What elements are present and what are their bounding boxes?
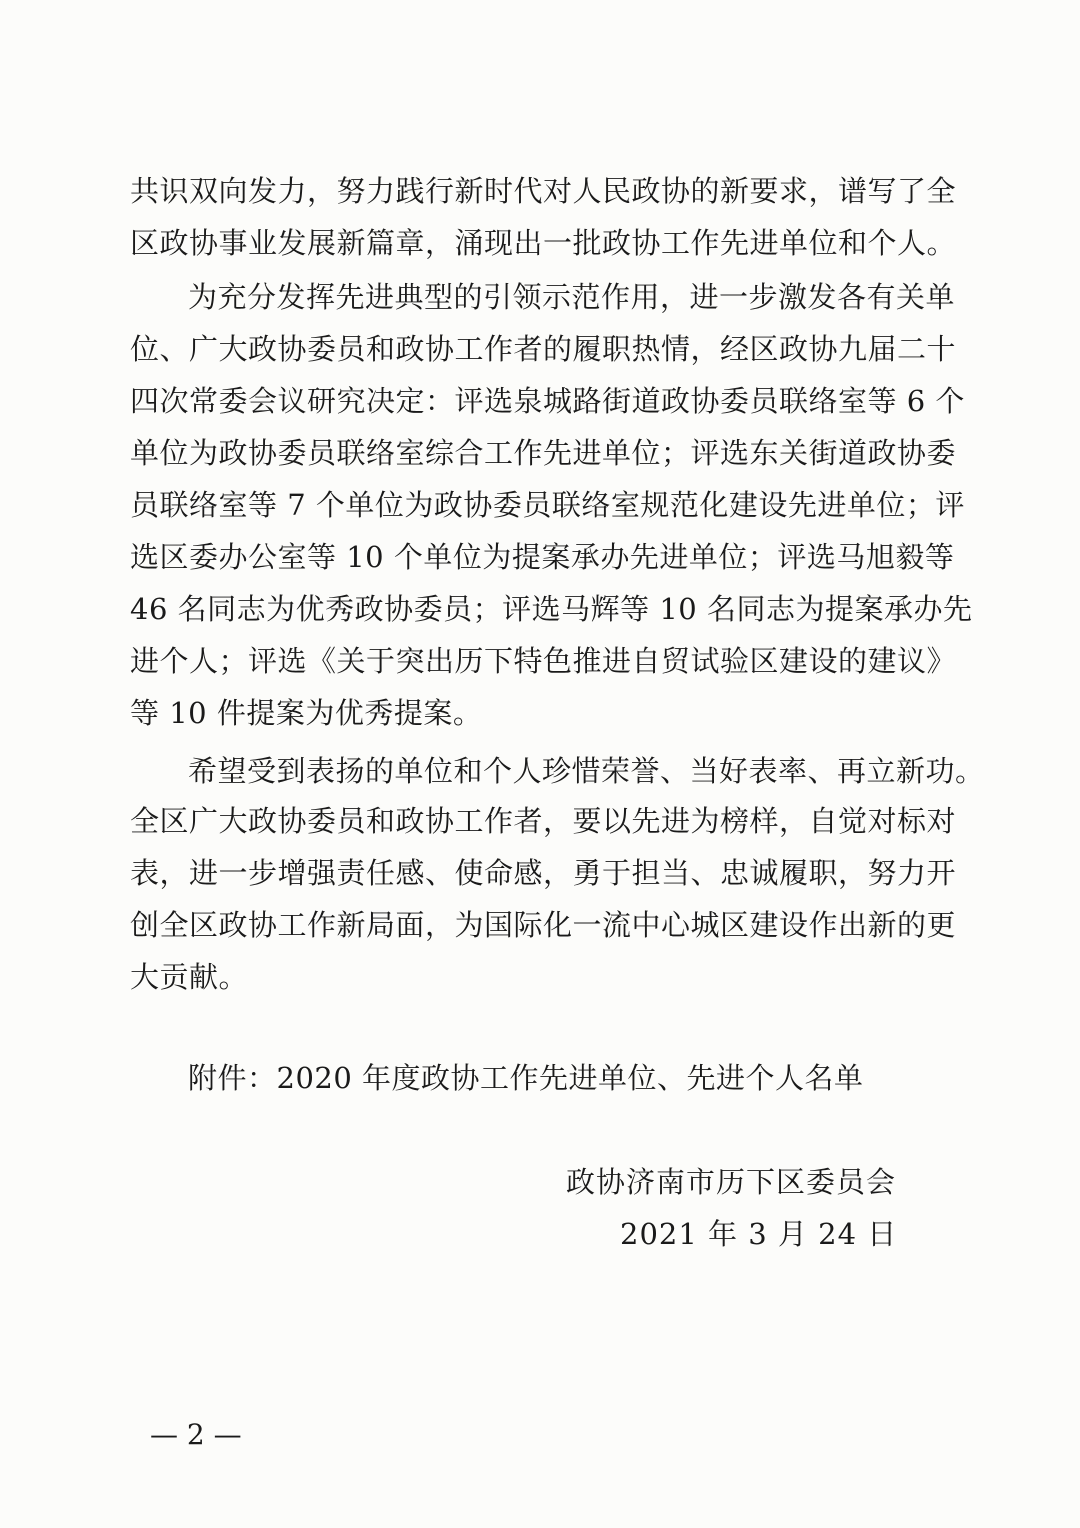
paragraph-3-line-2: 全区广大政协委员和政协工作者，要以先进为榜样，自觉对标对	[130, 804, 957, 838]
paragraph-1-line-2: 区政协事业发展新篇章，涌现出一批政协工作先进单位和个人。	[130, 226, 957, 260]
paragraph-3-line-5: 大贡献。	[130, 960, 249, 994]
paragraph-3-line-3: 表，进一步增强责任感、使命感，勇于担当、忠诚履职，努力开	[130, 856, 957, 890]
paragraph-2-line-7: 46 名同志为优秀政协委员；评选马辉等 10 名同志为提案承办先	[130, 592, 973, 626]
paragraph-3-line-1: 希望受到表扬的单位和个人珍惜荣誉、当好表率、再立新功。	[188, 754, 985, 788]
paragraph-3-line-4: 创全区政协工作新局面，为国际化一流中心城区建设作出新的更	[130, 908, 957, 942]
paragraph-2-line-5: 员联络室等 7 个单位为政协委员联络室规范化建设先进单位；评	[130, 488, 965, 522]
paragraph-2-line-8: 进个人；评选《关于突出历下特色推进自贸试验区建设的建议》	[130, 644, 957, 678]
attachment-line: 附件：2020 年度政协工作先进单位、先进个人名单	[188, 1061, 864, 1095]
paragraph-2-line-6: 选区委办公室等 10 个单位为提案承办先进单位；评选马旭毅等	[130, 540, 955, 574]
paragraph-2-line-4: 单位为政协委员联络室综合工作先进单位；评选东关街道政协委	[130, 436, 957, 470]
paragraph-2-line-2: 位、广大政协委员和政协工作者的履职热情，经区政协九届二十	[130, 332, 957, 366]
signature-date: 2021 年 3 月 24 日	[620, 1217, 898, 1251]
paragraph-2-line-3: 四次常委会议研究决定：评选泉城路街道政协委员联络室等 6 个	[130, 384, 965, 418]
paragraph-2-line-1: 为充分发挥先进典型的引领示范作用，进一步激发各有关单	[188, 280, 956, 314]
paragraph-2-line-9: 等 10 件提案为优秀提案。	[130, 696, 483, 730]
page-number: — 2 —	[150, 1418, 242, 1451]
signature-organization: 政协济南市历下区委员会	[566, 1165, 897, 1199]
paragraph-1-line-1: 共识双向发力，努力践行新时代对人民政协的新要求，谱写了全	[130, 174, 957, 208]
